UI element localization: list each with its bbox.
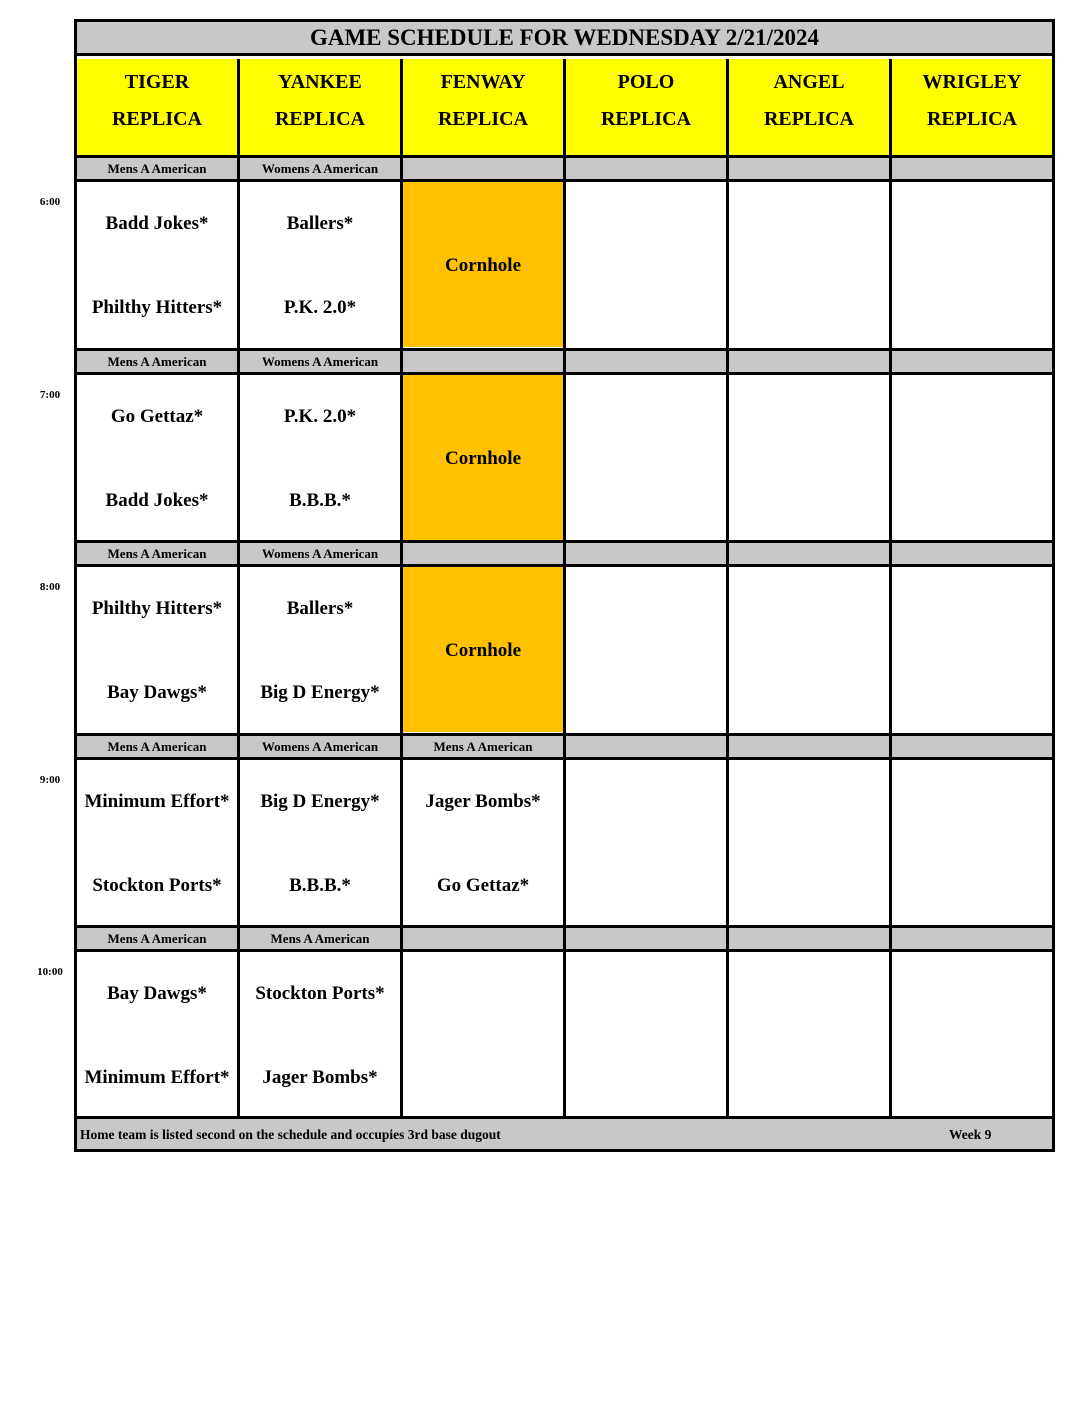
game-cell [729, 952, 889, 1117]
game-cell [729, 760, 889, 925]
game-cell [566, 375, 726, 540]
division-label: Mens A American [77, 351, 237, 372]
activity-cell [403, 375, 563, 540]
game-cell [892, 952, 1052, 1117]
column-divider-line [726, 59, 729, 1116]
home-team: Big D Energy* [260, 682, 380, 703]
column-divider-line [889, 59, 892, 1116]
game-cell [566, 760, 726, 925]
game-cell [566, 567, 726, 732]
field-type: REPLICA [926, 108, 1017, 130]
game-cell [240, 760, 400, 925]
game-cell [892, 760, 1052, 925]
game-cell [240, 567, 400, 732]
division-label: Mens A American [77, 158, 237, 179]
game-cell [729, 182, 889, 347]
field-header-fenway [403, 59, 563, 155]
activity-label: Cornhole [445, 448, 521, 469]
game-cell [403, 952, 563, 1117]
activity-cell [403, 567, 563, 732]
division-label: Mens A American [403, 736, 563, 757]
division-label: Mens A American [77, 736, 237, 757]
away-team: Ballers* [286, 213, 354, 234]
week-label: Week 9 [949, 1127, 992, 1142]
away-team: Minimum Effort* [84, 791, 230, 812]
away-team: Big D Energy* [260, 791, 380, 812]
home-team: Philthy Hitters* [91, 297, 223, 318]
away-team: Bay Dawgs* [107, 983, 207, 1004]
away-team: P.K. 2.0* [283, 406, 357, 427]
game-cell [77, 952, 237, 1117]
game-cell [729, 567, 889, 732]
page-title: GAME SCHEDULE FOR WEDNESDAY 2/21/2024 [77, 22, 1052, 56]
game-cell [77, 375, 237, 540]
time-label: 8:00 [39, 581, 61, 593]
division-label: Womens A American [240, 543, 400, 564]
away-team: Philthy Hitters* [91, 598, 223, 619]
game-cell [240, 375, 400, 540]
column-divider-line [563, 59, 566, 1116]
field-header-tiger [77, 59, 237, 155]
game-cell [566, 952, 726, 1117]
footer-bar [77, 1119, 1052, 1149]
field-name: ANGEL [773, 71, 845, 93]
division-label: Mens A American [77, 928, 237, 949]
game-cell [77, 182, 237, 347]
home-team: P.K. 2.0* [283, 297, 357, 318]
game-cell [729, 375, 889, 540]
division-label [729, 158, 889, 179]
game-cell [240, 952, 400, 1117]
division-label [566, 351, 726, 372]
division-label [892, 351, 1052, 372]
game-cell [892, 375, 1052, 540]
away-team: Badd Jokes* [105, 213, 209, 234]
field-type: REPLICA [437, 108, 528, 130]
away-team: Go Gettaz* [110, 406, 204, 427]
activity-cell [403, 182, 563, 347]
game-cell [77, 760, 237, 925]
schedule-table [74, 19, 1055, 1152]
division-label [566, 928, 726, 949]
division-label [403, 158, 563, 179]
division-label [566, 158, 726, 179]
division-label [892, 158, 1052, 179]
home-team: Jager Bombs* [262, 1067, 378, 1088]
division-label [729, 543, 889, 564]
field-name: WRIGLEY [922, 71, 1022, 93]
home-team: Go Gettaz* [436, 875, 530, 896]
division-label [729, 351, 889, 372]
game-cell [892, 182, 1052, 347]
division-label [403, 351, 563, 372]
home-team: Minimum Effort* [84, 1067, 230, 1088]
division-label [729, 736, 889, 757]
field-name: TIGER [124, 71, 190, 93]
field-name: YANKEE [278, 71, 362, 93]
field-header-yankee [240, 59, 400, 155]
division-label [566, 736, 726, 757]
home-team: B.B.B.* [289, 490, 351, 511]
division-label [729, 928, 889, 949]
time-label: 7:00 [39, 389, 61, 401]
home-team: Bay Dawgs* [107, 682, 207, 703]
division-label: Womens A American [240, 736, 400, 757]
time-label: 6:00 [39, 196, 61, 208]
field-type: REPLICA [111, 108, 202, 130]
time-label: 9:00 [39, 774, 61, 786]
division-label [892, 543, 1052, 564]
field-header-polo [566, 59, 726, 155]
time-label: 10:00 [37, 966, 63, 978]
field-type: REPLICA [763, 108, 854, 130]
activity-label: Cornhole [445, 255, 521, 276]
field-header-wrigley [892, 59, 1052, 155]
division-label [566, 543, 726, 564]
division-label [403, 543, 563, 564]
division-label: Womens A American [240, 158, 400, 179]
home-team: Stockton Ports* [92, 875, 222, 896]
column-divider-line [400, 59, 403, 1116]
field-name: FENWAY [440, 71, 526, 93]
away-team: Ballers* [286, 598, 354, 619]
field-type: REPLICA [600, 108, 691, 130]
field-header-angel [729, 59, 889, 155]
column-divider-line [237, 59, 240, 1116]
home-team: B.B.B.* [289, 875, 351, 896]
game-cell [77, 567, 237, 732]
division-label: Mens A American [77, 543, 237, 564]
division-label [892, 736, 1052, 757]
game-cell [566, 182, 726, 347]
division-label [892, 928, 1052, 949]
division-label: Womens A American [240, 351, 400, 372]
home-team: Badd Jokes* [105, 490, 209, 511]
game-cell [240, 182, 400, 347]
field-type: REPLICA [274, 108, 365, 130]
game-cell [892, 567, 1052, 732]
division-label: Mens A American [240, 928, 400, 949]
row-divider-line [77, 1116, 1052, 1119]
footer-note: Home team is listed second on the schedule and occupies 3rd base dugout [80, 1127, 501, 1142]
away-team: Stockton Ports* [255, 983, 385, 1004]
activity-label: Cornhole [445, 640, 521, 661]
game-cell [403, 760, 563, 925]
field-name: POLO [617, 71, 675, 93]
away-team: Jager Bombs* [425, 791, 541, 812]
division-label [403, 928, 563, 949]
